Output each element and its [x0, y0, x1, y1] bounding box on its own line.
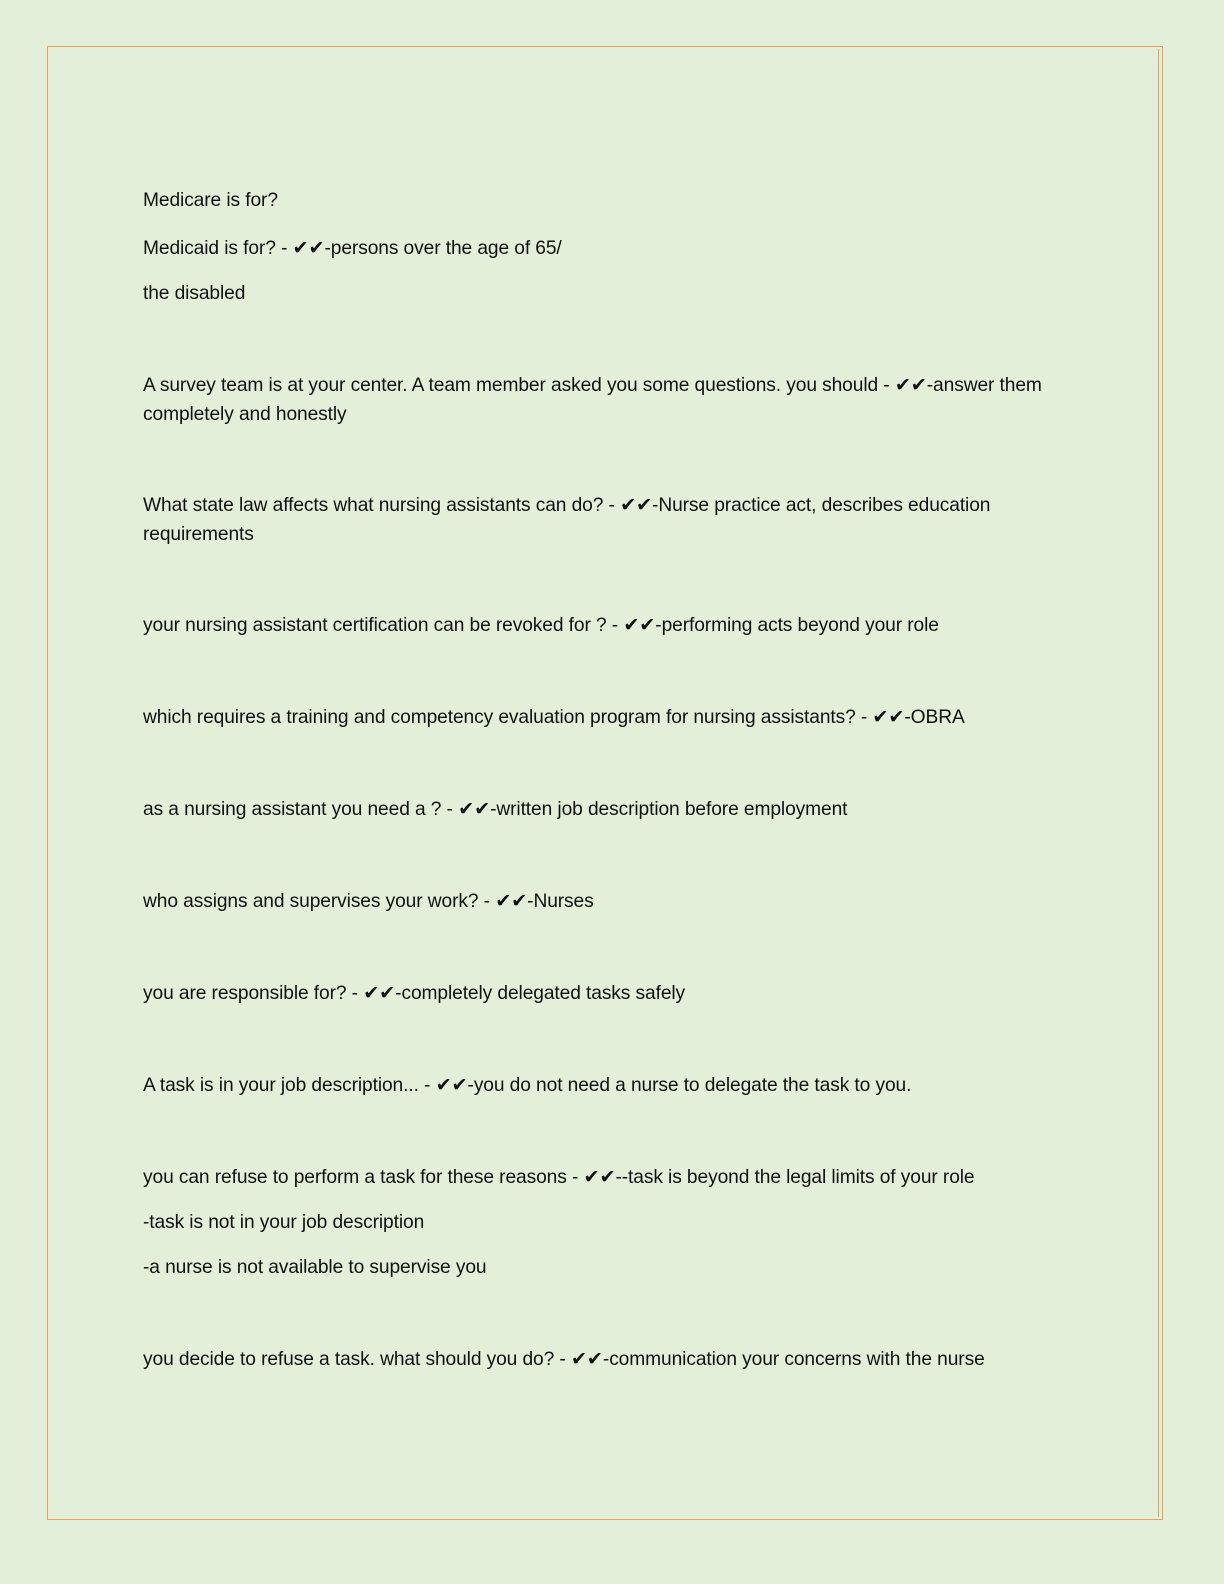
- qa-line-job-description: as a nursing assistant you need a ? - ✔✔-written job description before employment: [143, 799, 848, 820]
- qa-line-training-program: which requires a training and competency evaluation program for nursing assistants? - ✔✔-OBRA: [143, 707, 965, 728]
- qa-line-medicaid-answer: Medicaid is for? - ✔✔-persons over the age of 65/: [143, 238, 562, 259]
- qa-line-survey-team: A survey team is at your center. A team member asked you some questions. you should - ✔✔-answer them completely and honestly: [143, 375, 1042, 425]
- qa-line-task-in-description: A task is in your job description... - ✔✔-you do not need a nurse to delegate the task to you.: [143, 1075, 912, 1096]
- qa-line-refuse-reason-2: -task is not in your job description: [143, 1212, 425, 1233]
- qa-line-medicare-question: Medicare is for?: [143, 190, 278, 211]
- page-border: [47, 46, 1163, 1520]
- qa-line-supervision: who assigns and supervises your work? - ✔✔-Nurses: [143, 891, 594, 912]
- qa-line-state-law: What state law affects what nursing assistants can do? - ✔✔-Nurse practice act, describes education requirements: [143, 495, 991, 545]
- qa-line-medicaid-continuation: the disabled: [143, 283, 246, 304]
- qa-line-certification-revoked: your nursing assistant certification can be revoked for ? - ✔✔-performing acts beyond your role: [143, 615, 939, 636]
- qa-line-refuse-reasons: you can refuse to perform a task for these reasons - ✔✔--task is beyond the legal limits of your role: [143, 1167, 975, 1188]
- qa-line-responsibility: you are responsible for? - ✔✔-completely delegated tasks safely: [143, 983, 686, 1004]
- qa-line-refuse-action: you decide to refuse a task. what should you do? - ✔✔-communication your concerns with the nurse: [143, 1349, 985, 1370]
- qa-line-refuse-reason-3: -a nurse is not available to supervise you: [143, 1257, 487, 1278]
